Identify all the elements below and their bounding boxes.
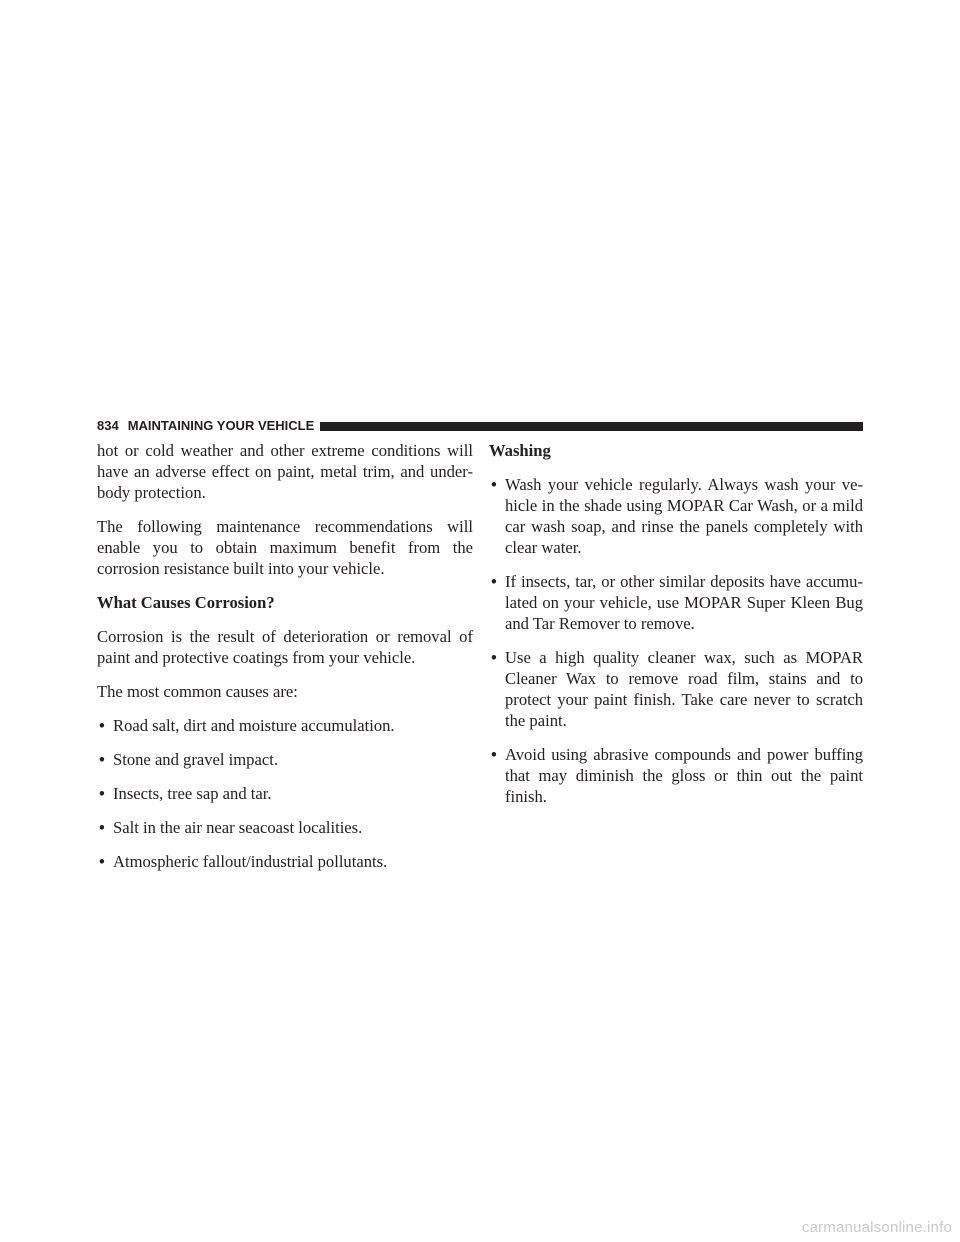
list-item [97, 783, 473, 804]
list-item-text: Stone and gravel impact. [113, 750, 278, 769]
list-item-text: Avoid using abrasive compounds and power buffing that may diminish the gloss or thin out the paint finish. [505, 745, 863, 806]
bullet-icon: • [491, 475, 497, 494]
heading-what-causes-corrosion: What Causes Corrosion? [97, 593, 275, 612]
bullet-icon: • [99, 818, 105, 837]
list-item [489, 744, 863, 807]
corrosion-causes-list [97, 715, 473, 872]
bullet-icon: • [491, 745, 497, 764]
left-column [97, 440, 473, 885]
list-item-text: Salt in the air near seacoast localities. [113, 818, 363, 837]
bullet-icon: • [491, 572, 497, 591]
bullet-icon: • [99, 852, 105, 871]
bullet-icon: • [99, 750, 105, 769]
right-column [489, 440, 863, 820]
paragraph-maintenance-recommendations: The following maintenance recommendations will enable you to obtain maximum benefit from the corrosion resistance built into your vehicle. [97, 517, 473, 578]
header-rule [320, 422, 863, 431]
page-number: 834 [97, 418, 119, 433]
list-item-text: Insects, tree sap and tar. [113, 784, 272, 803]
paragraph-common-causes: The most common causes are: [97, 682, 298, 701]
list-item-text: Atmospheric fallout/industrial pollutants. [113, 852, 388, 871]
list-item [97, 715, 473, 736]
list-item [97, 851, 473, 872]
paragraph-weather-effects: hot or cold weather and other extreme conditions will have an adverse effect on paint, metal trim, and under-body protection. [97, 441, 473, 502]
heading-washing: Washing [489, 441, 551, 460]
list-item [489, 647, 863, 731]
bullet-icon: • [99, 716, 105, 735]
section-title: MAINTAINING YOUR VEHICLE [127, 418, 315, 433]
page-header [97, 418, 863, 434]
paragraph-corrosion-definition: Corrosion is the result of deterioration or removal of paint and protective coatings from your vehicle. [97, 627, 473, 667]
list-item-text: If insects, tar, or other similar deposits have accumu-lated on your vehicle, use MOPAR Super Kleen Bug and Tar Remover to remove. [505, 572, 863, 633]
bullet-icon: • [491, 648, 497, 667]
washing-tips-list [489, 474, 863, 807]
bullet-icon: • [99, 784, 105, 803]
list-item [97, 749, 473, 770]
list-item [97, 817, 473, 838]
list-item-text: Use a high quality cleaner wax, such as MOPAR Cleaner Wax to remove road film, stains and to protect your paint finish. Take care never to scratch the paint. [505, 648, 863, 730]
list-item-text: Wash your vehicle regularly. Always wash your ve-hicle in the shade using MOPAR Car Wash, or a mild car wash soap, and rinse the panels completely with clear water. [505, 475, 863, 557]
list-item-text: Road salt, dirt and moisture accumulation. [113, 716, 395, 735]
list-item [489, 571, 863, 634]
list-item [489, 474, 863, 558]
watermark-link[interactable]: carmanualsonline.info [801, 1219, 952, 1236]
